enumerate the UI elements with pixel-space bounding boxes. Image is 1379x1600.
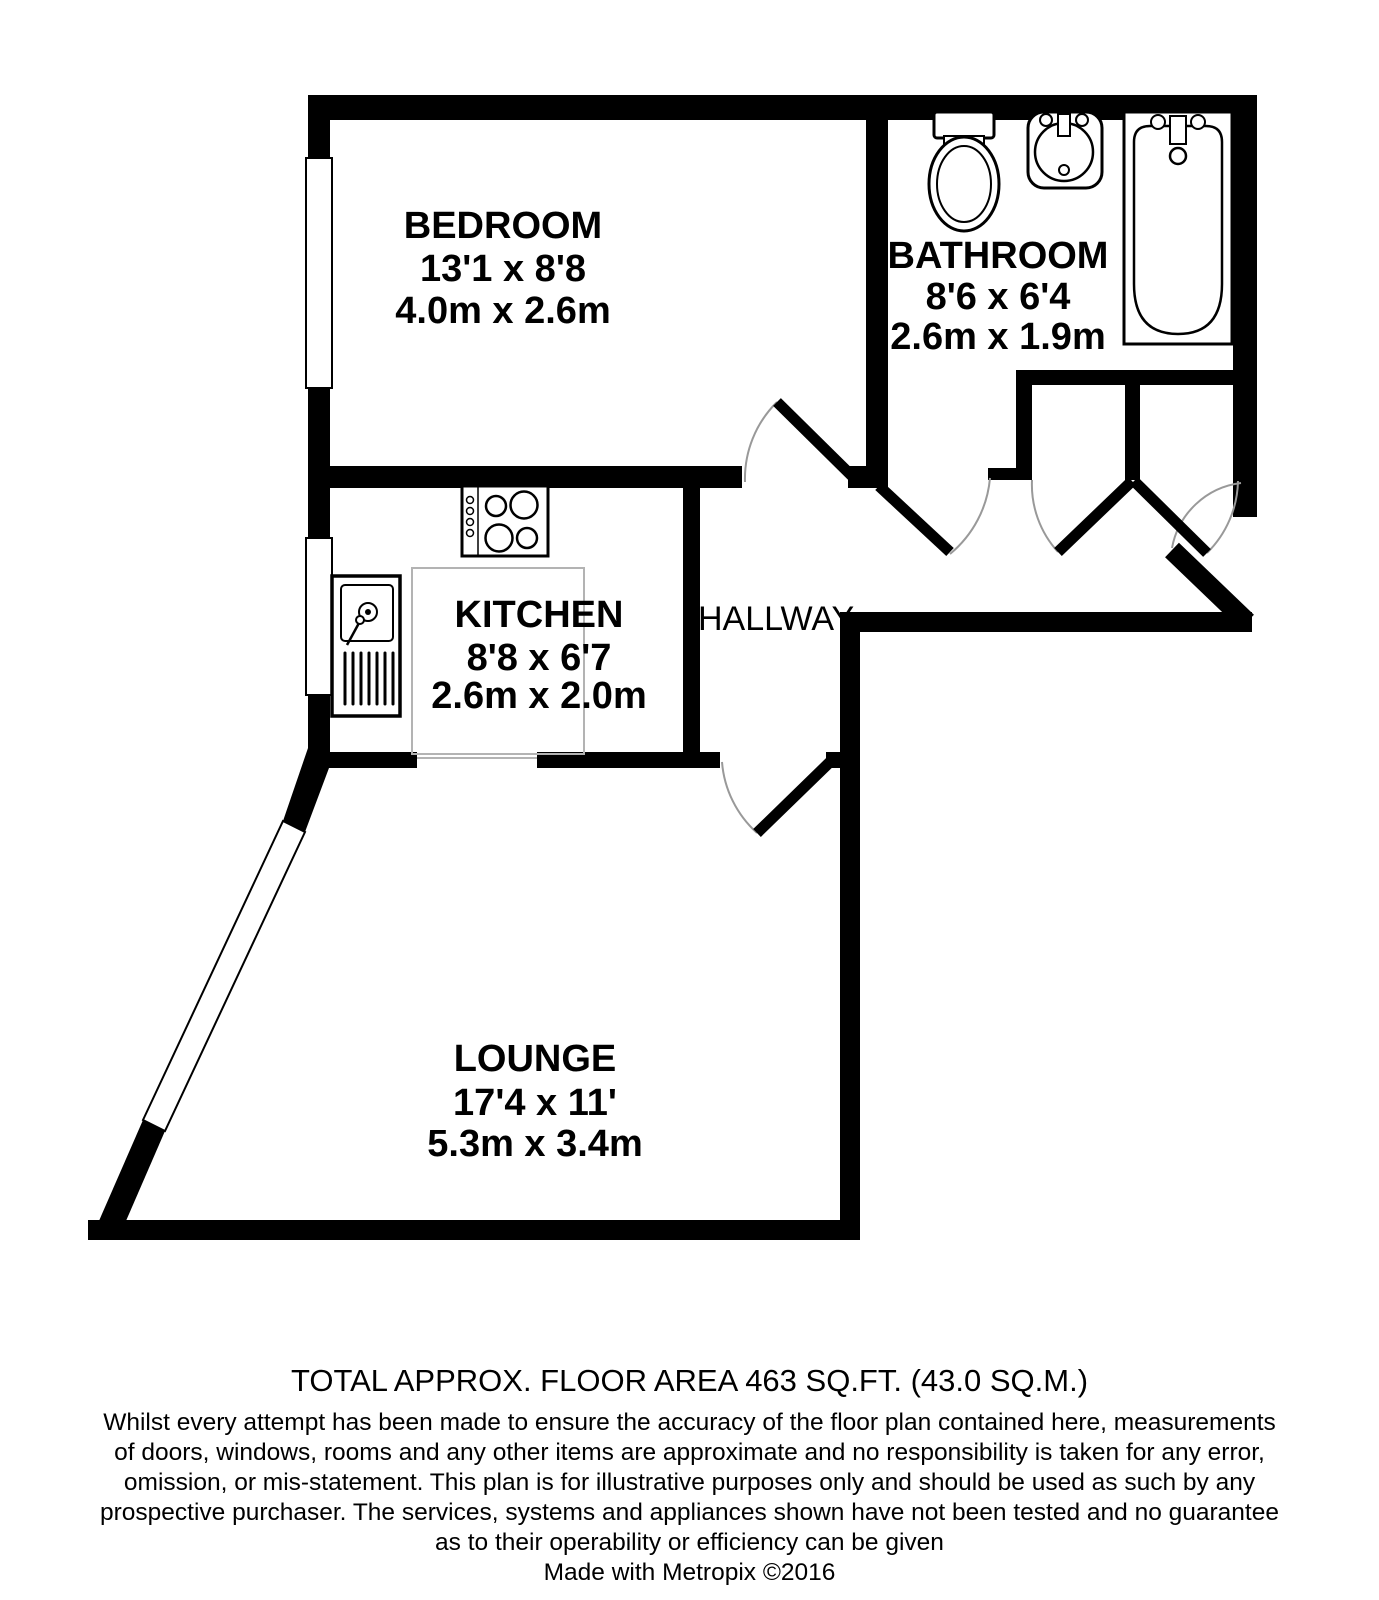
wall-lounge-slant-lower bbox=[95, 1120, 165, 1237]
wall-bedroom-bathroom-divider bbox=[866, 120, 888, 488]
wall-lounge-bottom bbox=[88, 1220, 860, 1240]
disclaimer-line: prospective purchaser. The services, systems and appliances shown have not been tested and no guarantee bbox=[99, 1499, 1279, 1526]
disclaimer-line: of doors, windows, rooms and any other items are approximate and no responsibility is taken for any error, bbox=[114, 1439, 1265, 1466]
wall-entrance-diagonal bbox=[1172, 550, 1247, 622]
lounge-door bbox=[757, 760, 832, 833]
lounge-label: LOUNGE bbox=[453, 1038, 617, 1080]
kitchen-dims-ft: 8'8 x 6'7 bbox=[466, 637, 612, 679]
room-labels bbox=[395, 205, 1108, 1165]
bathroom-dims-ft: 8'6 x 6'4 bbox=[925, 276, 1071, 318]
wall-lounge-slant-upper bbox=[283, 748, 332, 832]
bedroom-label: BEDROOM bbox=[403, 205, 603, 247]
wall-hallway-bottom bbox=[842, 612, 1252, 632]
sink-icon bbox=[1028, 112, 1102, 188]
wall-left-upper bbox=[308, 120, 330, 160]
total-floor-area: TOTAL APPROX. FLOOR AREA 463 SQ.FT. (43.0 SQ.M.) bbox=[290, 1363, 1089, 1398]
drainer-lines bbox=[345, 653, 393, 704]
wall-top bbox=[308, 95, 1257, 120]
cupboard-left-door-arc bbox=[1032, 480, 1058, 552]
kitchen-window bbox=[306, 538, 332, 695]
hallway-label: HALLWAY bbox=[698, 600, 855, 638]
stove-icon bbox=[462, 486, 548, 556]
kitchen-label: KITCHEN bbox=[454, 594, 624, 636]
bathroom-door bbox=[879, 486, 950, 552]
footer bbox=[0, 1362, 1379, 1588]
disclaimer bbox=[0, 1408, 1379, 1588]
bathroom-dims-m: 2.6m x 1.9m bbox=[890, 316, 1106, 358]
cupboard-right-door bbox=[1134, 481, 1207, 553]
disclaimer-line: omission, or mis-statement. This plan is for illustrative purposes only and should be used as such by any bbox=[123, 1469, 1256, 1496]
bath-icon bbox=[1124, 112, 1232, 344]
kitchen-sink-icon bbox=[332, 576, 400, 716]
bathroom-label: BATHROOM bbox=[887, 235, 1109, 277]
bedroom-door-arc bbox=[745, 402, 777, 482]
bedroom-door bbox=[777, 402, 853, 477]
lounge-dims-m: 5.3m x 3.4m bbox=[427, 1123, 643, 1165]
wall-left-mid bbox=[308, 386, 330, 538]
wall-cupboard-divider bbox=[1125, 383, 1140, 480]
wall-cupboard-left bbox=[1016, 370, 1032, 480]
metropix-credit: Made with Metropix ©2016 bbox=[543, 1559, 836, 1586]
lounge-dims-ft: 17'4 x 11' bbox=[453, 1082, 617, 1124]
wall-lounge-right bbox=[840, 612, 860, 1240]
wall-cupboard-stub bbox=[988, 468, 1032, 480]
bedroom-window bbox=[306, 158, 332, 388]
cupboard-left-door bbox=[1058, 481, 1132, 552]
kitchen-dims-m: 2.6m x 2.0m bbox=[431, 675, 647, 717]
bedroom-dims-ft: 13'1 x 8'8 bbox=[420, 248, 586, 290]
wall-bathroom-bottom bbox=[1016, 370, 1233, 385]
lounge-door-arc bbox=[722, 762, 757, 833]
bathroom-door-arc bbox=[950, 478, 990, 554]
bedroom-dims-m: 4.0m x 2.6m bbox=[395, 290, 611, 332]
lounge-window bbox=[143, 821, 305, 1131]
toilet-icon bbox=[929, 112, 999, 231]
disclaimer-line: Whilst every attempt has been made to ensure the accuracy of the floor plan contained here, measurements bbox=[103, 1409, 1276, 1436]
windows bbox=[143, 158, 332, 1131]
wall-right bbox=[1233, 120, 1257, 517]
disclaimer-line: as to their operability or efficiency can be given bbox=[435, 1529, 944, 1556]
